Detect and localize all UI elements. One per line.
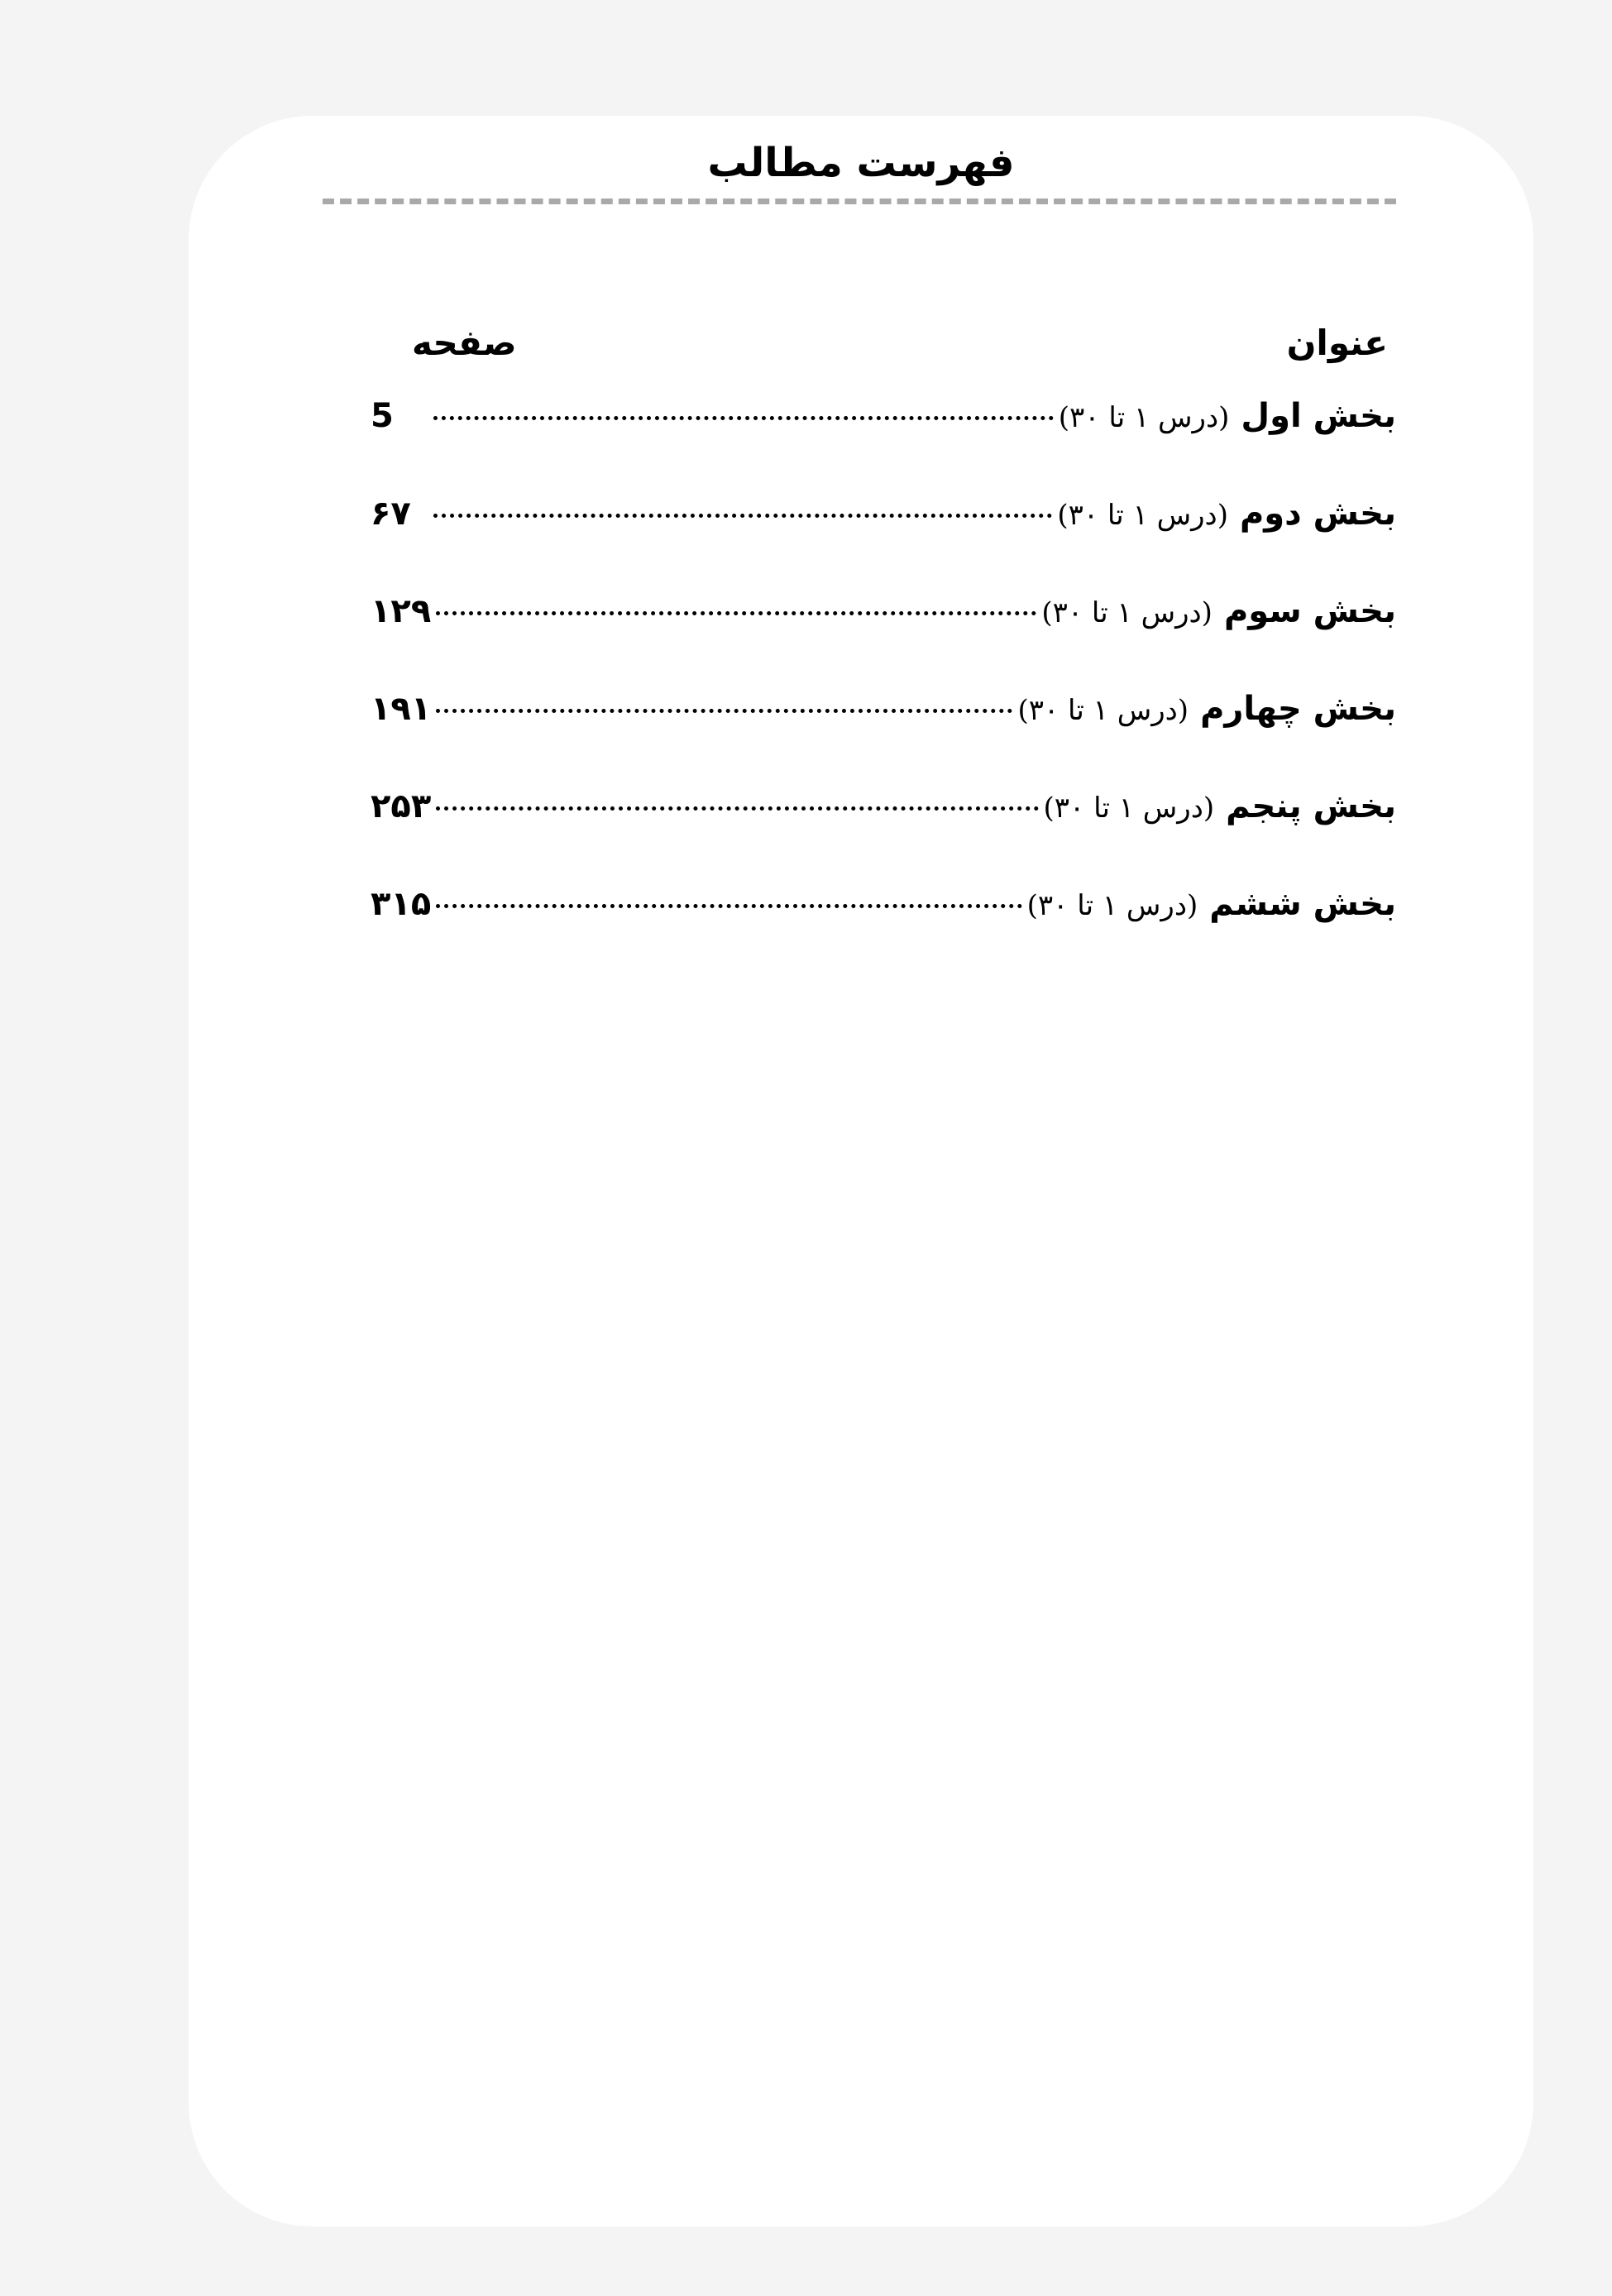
- toc-header-title: عنوان: [1286, 323, 1388, 363]
- toc-entry-part: بخش ششم: [1209, 885, 1396, 923]
- title-divider: [323, 199, 1396, 204]
- toc-entry-range: (درس ۱ تا ۳۰): [1057, 499, 1228, 532]
- page-card: [189, 116, 1533, 2227]
- toc-entry-part: بخش دوم: [1239, 495, 1396, 533]
- toc-entry-range: (درس ۱ تا ۳۰): [1058, 401, 1230, 434]
- toc-dot-leader: [436, 806, 1038, 811]
- toc-header-page: صفحه: [412, 323, 517, 363]
- toc-entry-page: ۳۱۵: [371, 885, 432, 923]
- table-of-contents: [371, 323, 1396, 983]
- toc-entry[interactable]: [371, 885, 1396, 983]
- toc-dot-leader: [436, 709, 1012, 713]
- toc-entry-page: ۶۷: [371, 495, 411, 533]
- toc-entry[interactable]: [371, 495, 1396, 592]
- toc-dot-leader: [433, 416, 1054, 420]
- toc-entry-page: ۱۲۹: [371, 592, 432, 630]
- toc-entry-page: 5: [371, 397, 394, 435]
- toc-entry-part: بخش پنجم: [1226, 787, 1396, 825]
- toc-list: [371, 397, 1396, 983]
- toc-entry-range: (درس ۱ تا ۳۰): [1041, 596, 1213, 629]
- toc-dot-leader: [436, 904, 1021, 908]
- toc-entry[interactable]: [371, 690, 1396, 787]
- toc-dot-leader: [436, 611, 1036, 615]
- toc-entry[interactable]: [371, 397, 1396, 495]
- toc-entry-range: (درس ۱ تا ۳۰): [1043, 792, 1215, 825]
- toc-entry-page: ۱۹۱: [371, 690, 432, 728]
- toc-entry-part: بخش چهارم: [1200, 690, 1396, 728]
- toc-entry[interactable]: [371, 787, 1396, 885]
- toc-entry-range: (درس ۱ تا ۳۰): [1026, 889, 1198, 922]
- toc-entry-range: (درس ۱ تا ۳۰): [1017, 694, 1189, 727]
- toc-entry-part: بخش سوم: [1223, 592, 1396, 630]
- toc-entry[interactable]: [371, 592, 1396, 690]
- toc-entry-page: ۲۵۳: [371, 787, 432, 825]
- page-title: فهرست مطالب: [707, 140, 1015, 186]
- toc-header: [371, 323, 1396, 397]
- toc-dot-leader: [433, 514, 1052, 518]
- toc-entry-part: بخش اول: [1241, 397, 1396, 435]
